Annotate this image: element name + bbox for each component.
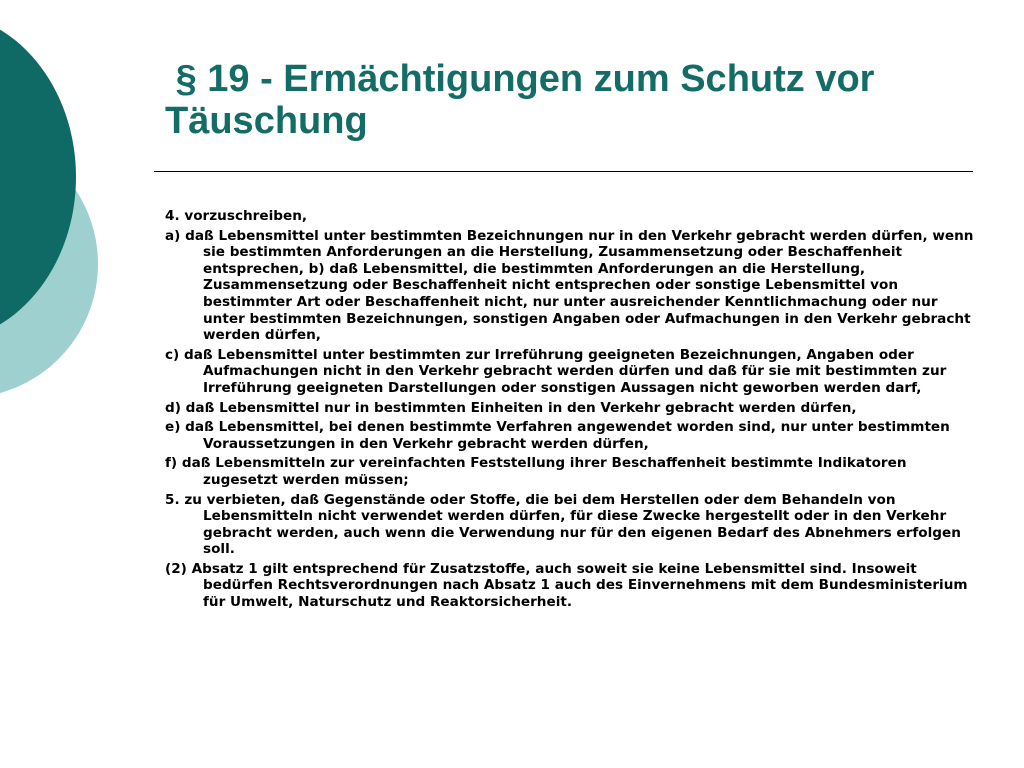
slide-title: § 19 - Ermächtigungen zum Schutz vor Täuschung (165, 58, 886, 142)
paragraph-d: d) daß Lebensmittel nur in bestimmten Einheiten in den Verkehr gebracht werden dürfen, (165, 399, 857, 416)
paragraph-absatz-2: (2) Absatz 1 gilt entsprechend für Zusatzstoffe, auch soweit sie keine Lebensmittel sind. Insoweit bedürfen Rechtsverordnungen nach Absatz 1 auch des Einvernehmens mit dem Bundesministerium für Umwelt, Naturschutz und Reaktorsicherheit. (165, 560, 968, 611)
slide-body (165, 208, 975, 614)
title-divider (154, 171, 973, 172)
paragraph-5: 5. zu verbieten, daß Gegenstände oder Stoffe, die bei dem Herstellen oder dem Behandeln von Lebensmitteln nicht verwendet werden dürfen, für diese Zwecke hergestellt oder in den Verkehr gebracht werden, auch wenn die Verwendung nur für den eigenen Bedarf des Abnehmers erfolgen soll. (165, 491, 961, 558)
paragraph-4: 4. vorzuschreiben, (165, 208, 308, 224)
paragraph-a-b: a) daß Lebensmittel unter bestimmten Bezeichnungen nur in den Verkehr gebracht werden dürfen, wenn sie bestimmten Anforderungen an die Herstellung, Zusammensetzung oder Beschaffenheit entsprechen, b) daß Lebensmittel, die bestimmten Anforderungen an die Herstellung, Zusammensetzung oder Beschaffenheit nicht entsprechen oder sonstige Lebensmittel von bestimmter Art oder Beschaffenheit nicht, nur unter ausreichender Kenntlichmachung oder nur unter bestimmten Bezeichnungen, sonstigen Angaben oder Aufmachungen in den Verkehr gebracht werden dürfen, (165, 227, 974, 344)
paragraph-f: f) daß Lebensmitteln zur vereinfachten Feststellung ihrer Beschaffenheit bestimmte Indikatoren zugesetzt werden müssen; (165, 455, 907, 488)
paragraph-e: e) daß Lebensmittel, bei denen bestimmte Verfahren angewendet worden sind, nur unter bestimmten Voraussetzungen in den Verkehr gebracht werden dürfen, (165, 419, 950, 452)
paragraph-c: c) daß Lebensmittel unter bestimmten zur Irreführung geeigneten Bezeichnungen, Angaben oder Aufmachungen nicht in den Verkehr gebracht werden dürfen und daß für sie mit bestimmten zur Irreführung geeigneten Darstellungen oder sonstigen Aussagen nicht geworben werden darf, (165, 346, 947, 396)
